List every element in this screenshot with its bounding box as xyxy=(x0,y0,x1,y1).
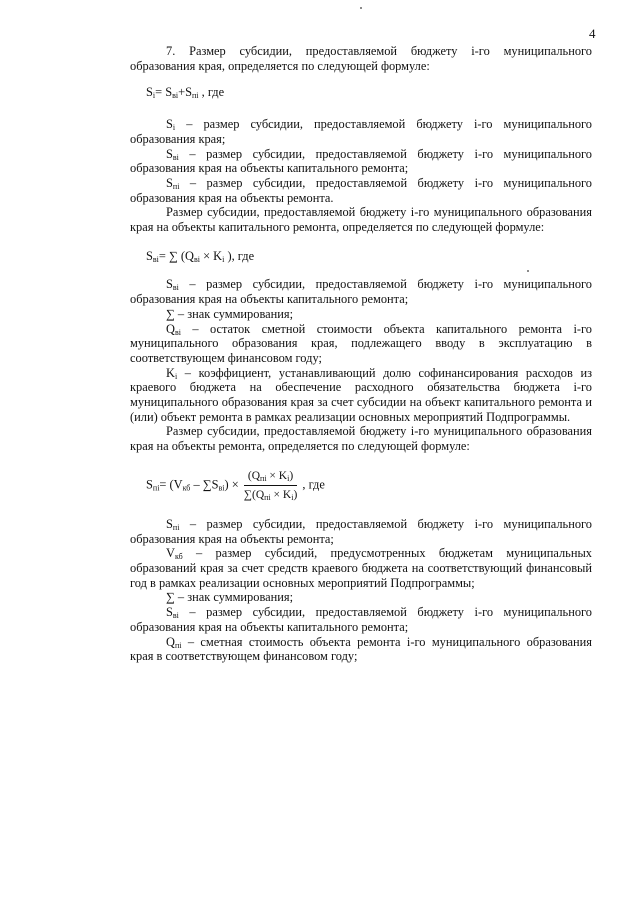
formula-f1: $S_i= S_{вi}+S_{пi}$ , где xyxy=(146,85,225,101)
formula-f3: $S_{пi}= (V_{кб} - \sum S_{вi})$ × $\frac{(Q_{пi} \times K_i)}{\sum(Q_{пi} \times K_i)}$ , где xyxy=(146,469,325,502)
paragraph-p7: 7. Размер субсидии, предоставляемой бюджету i-го муниципального образования края, определяется по следующей формуле: xyxy=(130,44,592,73)
paragraph-d7: $K_i$ – коэффициент, устанавливающий долю софинансирования расходов из краевого бюджета на обеспечение расходного обязательства бюджета i-го муниципального образования края за счет субсидии на объект капитального ремонта и (или) объект ремонта в рамках реализации основных мероприятий Подпрограммы. xyxy=(130,365,592,424)
text-column xyxy=(130,0,592,664)
scan-speck xyxy=(527,270,529,272)
paragraph-d11: $S_{вi}$ – размер субсидии, предоставляемой бюджету i-го муниципального образования края на объекты капитального ремонта; xyxy=(130,605,592,634)
paragraph-d12: $Q_{пi}$ – сметная стоимость объекта ремонта i-го муниципального образования края в соответствующем финансовом году; xyxy=(130,634,592,664)
paragraph-d9: $V_{кб}$ – размер субсидий, предусмотренных бюджетам муниципальных образований края за счет средств краевого бюджета на соответствующий финансовый год в рамках реализации основных мероприятий Подпрограммы; xyxy=(130,546,592,590)
paragraph-d6: $Q_{вi}$ – остаток сметной стоимости объекта капитального ремонта i-го муниципального образования края, подлежащего вводу в эксплуатацию в соответствующем финансовом году; xyxy=(130,321,592,365)
formula-f2: $S_{вi}=$ ∑ ($Q_{вi} \times K_i$ ), где xyxy=(146,248,255,264)
paragraph-p9: Размер субсидии, предоставляемой бюджету i-го муниципального образования края на объекты ремонта, определяется по следующей формуле: xyxy=(130,424,592,454)
page-number: 4 xyxy=(589,26,596,41)
paragraph-d10: ∑ – знак суммирования; xyxy=(166,590,294,605)
paragraph-d5: ∑ – знак суммирования; xyxy=(166,306,294,321)
paragraph-p8: Размер субсидии, предоставляемой бюджету i-го муниципального образования края на объекты капитального ремонта, определяется по следующей формуле: xyxy=(130,205,592,235)
paragraph-d3: $S_{пi}$ – размер субсидии, предоставляемой бюджету i-го муниципального образования края на объекты ремонта. xyxy=(130,175,592,205)
paragraph-d2: $S_{вi}$ – размер субсидии, предоставляемой бюджету i-го муниципального образования края на объекты капитального ремонта; xyxy=(130,146,592,176)
paragraph-d8: $S_{пi}$ – размер субсидии, предоставляемой бюджету i-го муниципального образования края на объекты ремонта; xyxy=(130,516,592,546)
paragraph-d4: $S_{вi}$ – размер субсидии, предоставляемой бюджету i-го муниципального образования края на объекты капитального ремонта; xyxy=(130,277,592,307)
scan-speck xyxy=(360,7,362,9)
fraction: $\frac{(Q_{пi} \times K_i)}{\sum(Q_{пi} \times K_i)}$ xyxy=(243,469,298,502)
paragraph-d1: $S_i$ – размер субсидии, предоставляемой бюджету i-го муниципального образования края; xyxy=(130,117,592,146)
